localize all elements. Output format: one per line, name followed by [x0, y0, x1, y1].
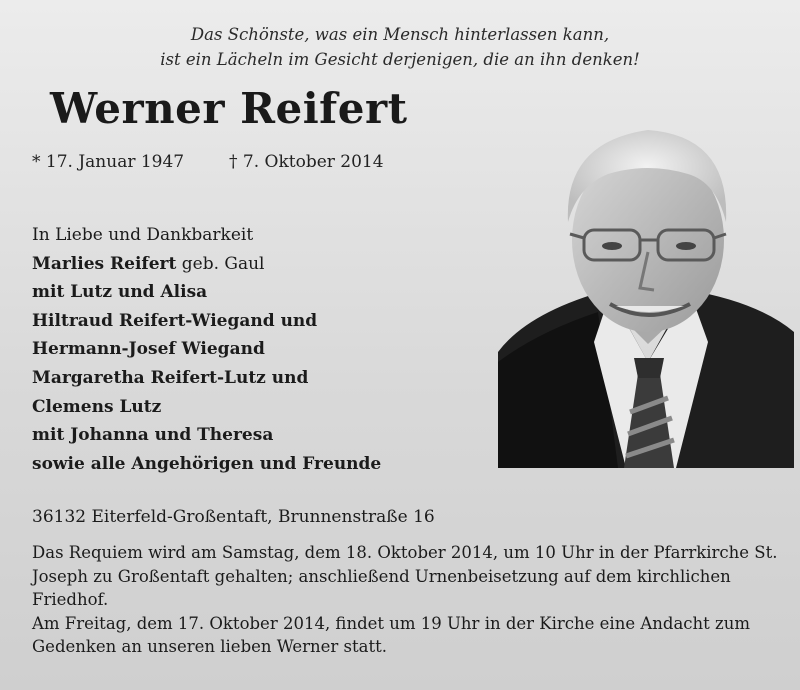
mourner-primary-suffix: geb. Gaul [176, 253, 265, 274]
mourner-line: mit Johanna und Theresa [32, 425, 274, 446]
mourner-line: Hiltraud Reifert-Wiegand und [32, 310, 318, 331]
birth-date: * 17. Januar 1947 [32, 152, 185, 172]
mourners-list [32, 221, 381, 478]
mourner-line: Margaretha Reifert-Lutz und [32, 367, 309, 388]
quote-line-1: Das Schönste, was ein Mensch hinterlassen kann, [190, 25, 610, 44]
quote [0, 22, 800, 72]
requiem-paragraph: Das Requiem wird am Samstag, dem 18. Oktober 2014, um 10 Uhr in der Pfarrkirche St. Joseph zu Großentaft gehalten; anschließend Urnenbeisetzung auf dem kirchlichen Friedhof. [32, 543, 778, 609]
quote-line-2: ist ein Lächeln im Gesicht derjenigen, die an ihn denken! [160, 50, 640, 69]
mourner-line: Clemens Lutz [32, 396, 162, 417]
service-details [32, 541, 782, 659]
mourner-line: Hermann-Josef Wiegand [32, 339, 265, 360]
life-dates [32, 152, 384, 172]
portrait-photo [498, 112, 794, 468]
deceased-name: Werner Reifert [50, 84, 408, 133]
mourner-line: sowie alle Angehörigen und Freunde [32, 453, 382, 474]
vigil-paragraph: Am Freitag, dem 17. Oktober 2014, findet um 19 Uhr in der Kirche eine Andacht zum Gedenken an unseren lieben Werner statt. [32, 613, 750, 656]
mourner-primary [32, 250, 381, 279]
death-date: † 7. Oktober 2014 [229, 152, 384, 172]
mourners-intro: In Liebe und Dankbarkeit [32, 225, 254, 245]
mourner-primary-name: Marlies Reifert [32, 253, 177, 274]
address: 36132 Eiterfeld-Großentaft, Brunnenstraße 16 [32, 507, 435, 527]
mourner-line: mit Lutz und Alisa [32, 282, 208, 303]
